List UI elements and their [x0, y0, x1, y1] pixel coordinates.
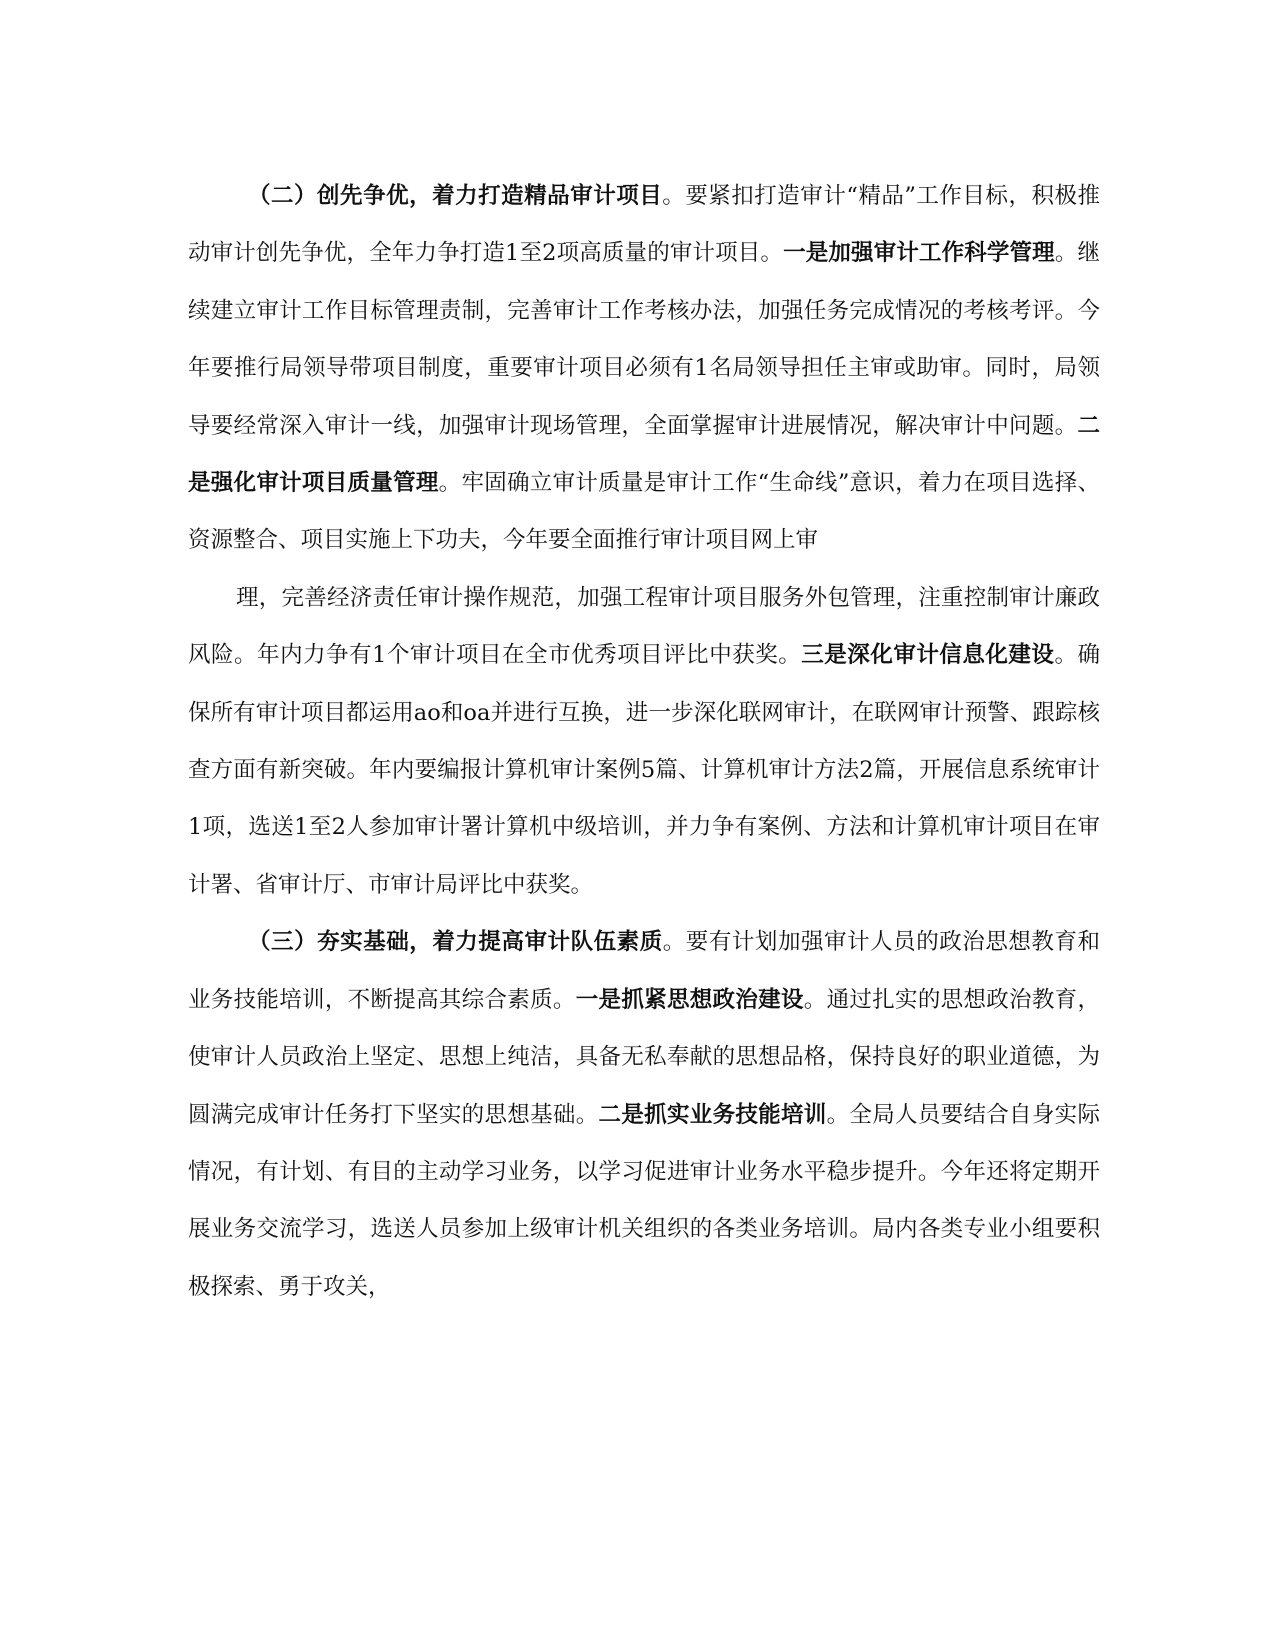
text-run: 理，完善经济责任审计操作规范，加强工程审计项目服务外包管理，注重控制审计廉政风险。年内力争有1个审计项目在全市优秀项目评比中获奖。 [188, 584, 1100, 669]
document-body [188, 168, 1100, 1316]
text-run: 。确保所有审计项目都运用ao和oa并进行互换，进一步深化联网审计，在联网审计预警、跟踪核查方面有新突破。年内要编报计算机审计案例5篇、计算机审计方法2篇，开展信息系统审计1项，选送1至2人参加审计署计算机中级培训，并力争有案例、方法和计算机审计项目在审计署、省审计厅、市审计局评比中获奖。 [188, 642, 1100, 898]
text-run: 。继续建立审计工作目标管理责制，完善审计工作考核办法，加强任务完成情况的考核考评。今年要推行局领导带项目制度，重要审计项目必须有1名局领导担任主审或助审。同时，局领导要经常深入审计一线，加强审计现场管理，全面掌握审计进展情况，解决审计中问题。 [188, 240, 1100, 439]
key-point-heading: 二是强化审计项目质量管理 [188, 412, 1100, 497]
key-point-heading: 二是抓实业务技能培训 [598, 1101, 827, 1128]
section-heading-three: （三）夯实基础，着力提高审计队伍素质 [248, 929, 663, 956]
text-run: 。要紧扣打造审计“精品”工作目标，积极推动审计创先争优，全年力争打造1至2项高质量的审计项目。 [188, 183, 1100, 267]
key-point-heading: 一是加强审计工作科学管理 [783, 240, 1055, 267]
section-heading-two: （二）创先争优，着力打造精品审计项目 [248, 183, 663, 209]
text-run: 。牢固确立审计质量是审计工作“生命线”意识，着力在项目选择、资源整合、项目实施上下功夫，今年要全面推行审计项目网上审 [188, 470, 1100, 554]
paragraph-section-three [188, 914, 1100, 1316]
key-point-heading: 一是抓紧思想政治建设 [575, 986, 804, 1013]
text-run: 。通过扎实的思想政治教育，使审计人员政治上坚定、思想上纯洁，具备无私奉献的思想品格，保持良好的职业道德，为圆满完成审计任务打下坚实的思想基础。 [188, 986, 1100, 1128]
key-point-heading: 三是深化审计信息化建设 [801, 642, 1055, 669]
paragraph-section-two [188, 168, 1100, 570]
paragraph-continuation [188, 570, 1100, 914]
text-run: 。要有计划加强审计人员的政治思想教育和业务技能培训，不断提高其综合素质。 [188, 929, 1100, 1013]
text-run: 。全局人员要结合自身实际情况，有计划、有目的主动学习业务，以学习促进审计业务水平稳步提升。今年还将定期开展业务交流学习，选送人员参加上级审计机关组织的各类业务培训。局内各类专业小组要积极探索、勇于攻关， [188, 1101, 1100, 1300]
